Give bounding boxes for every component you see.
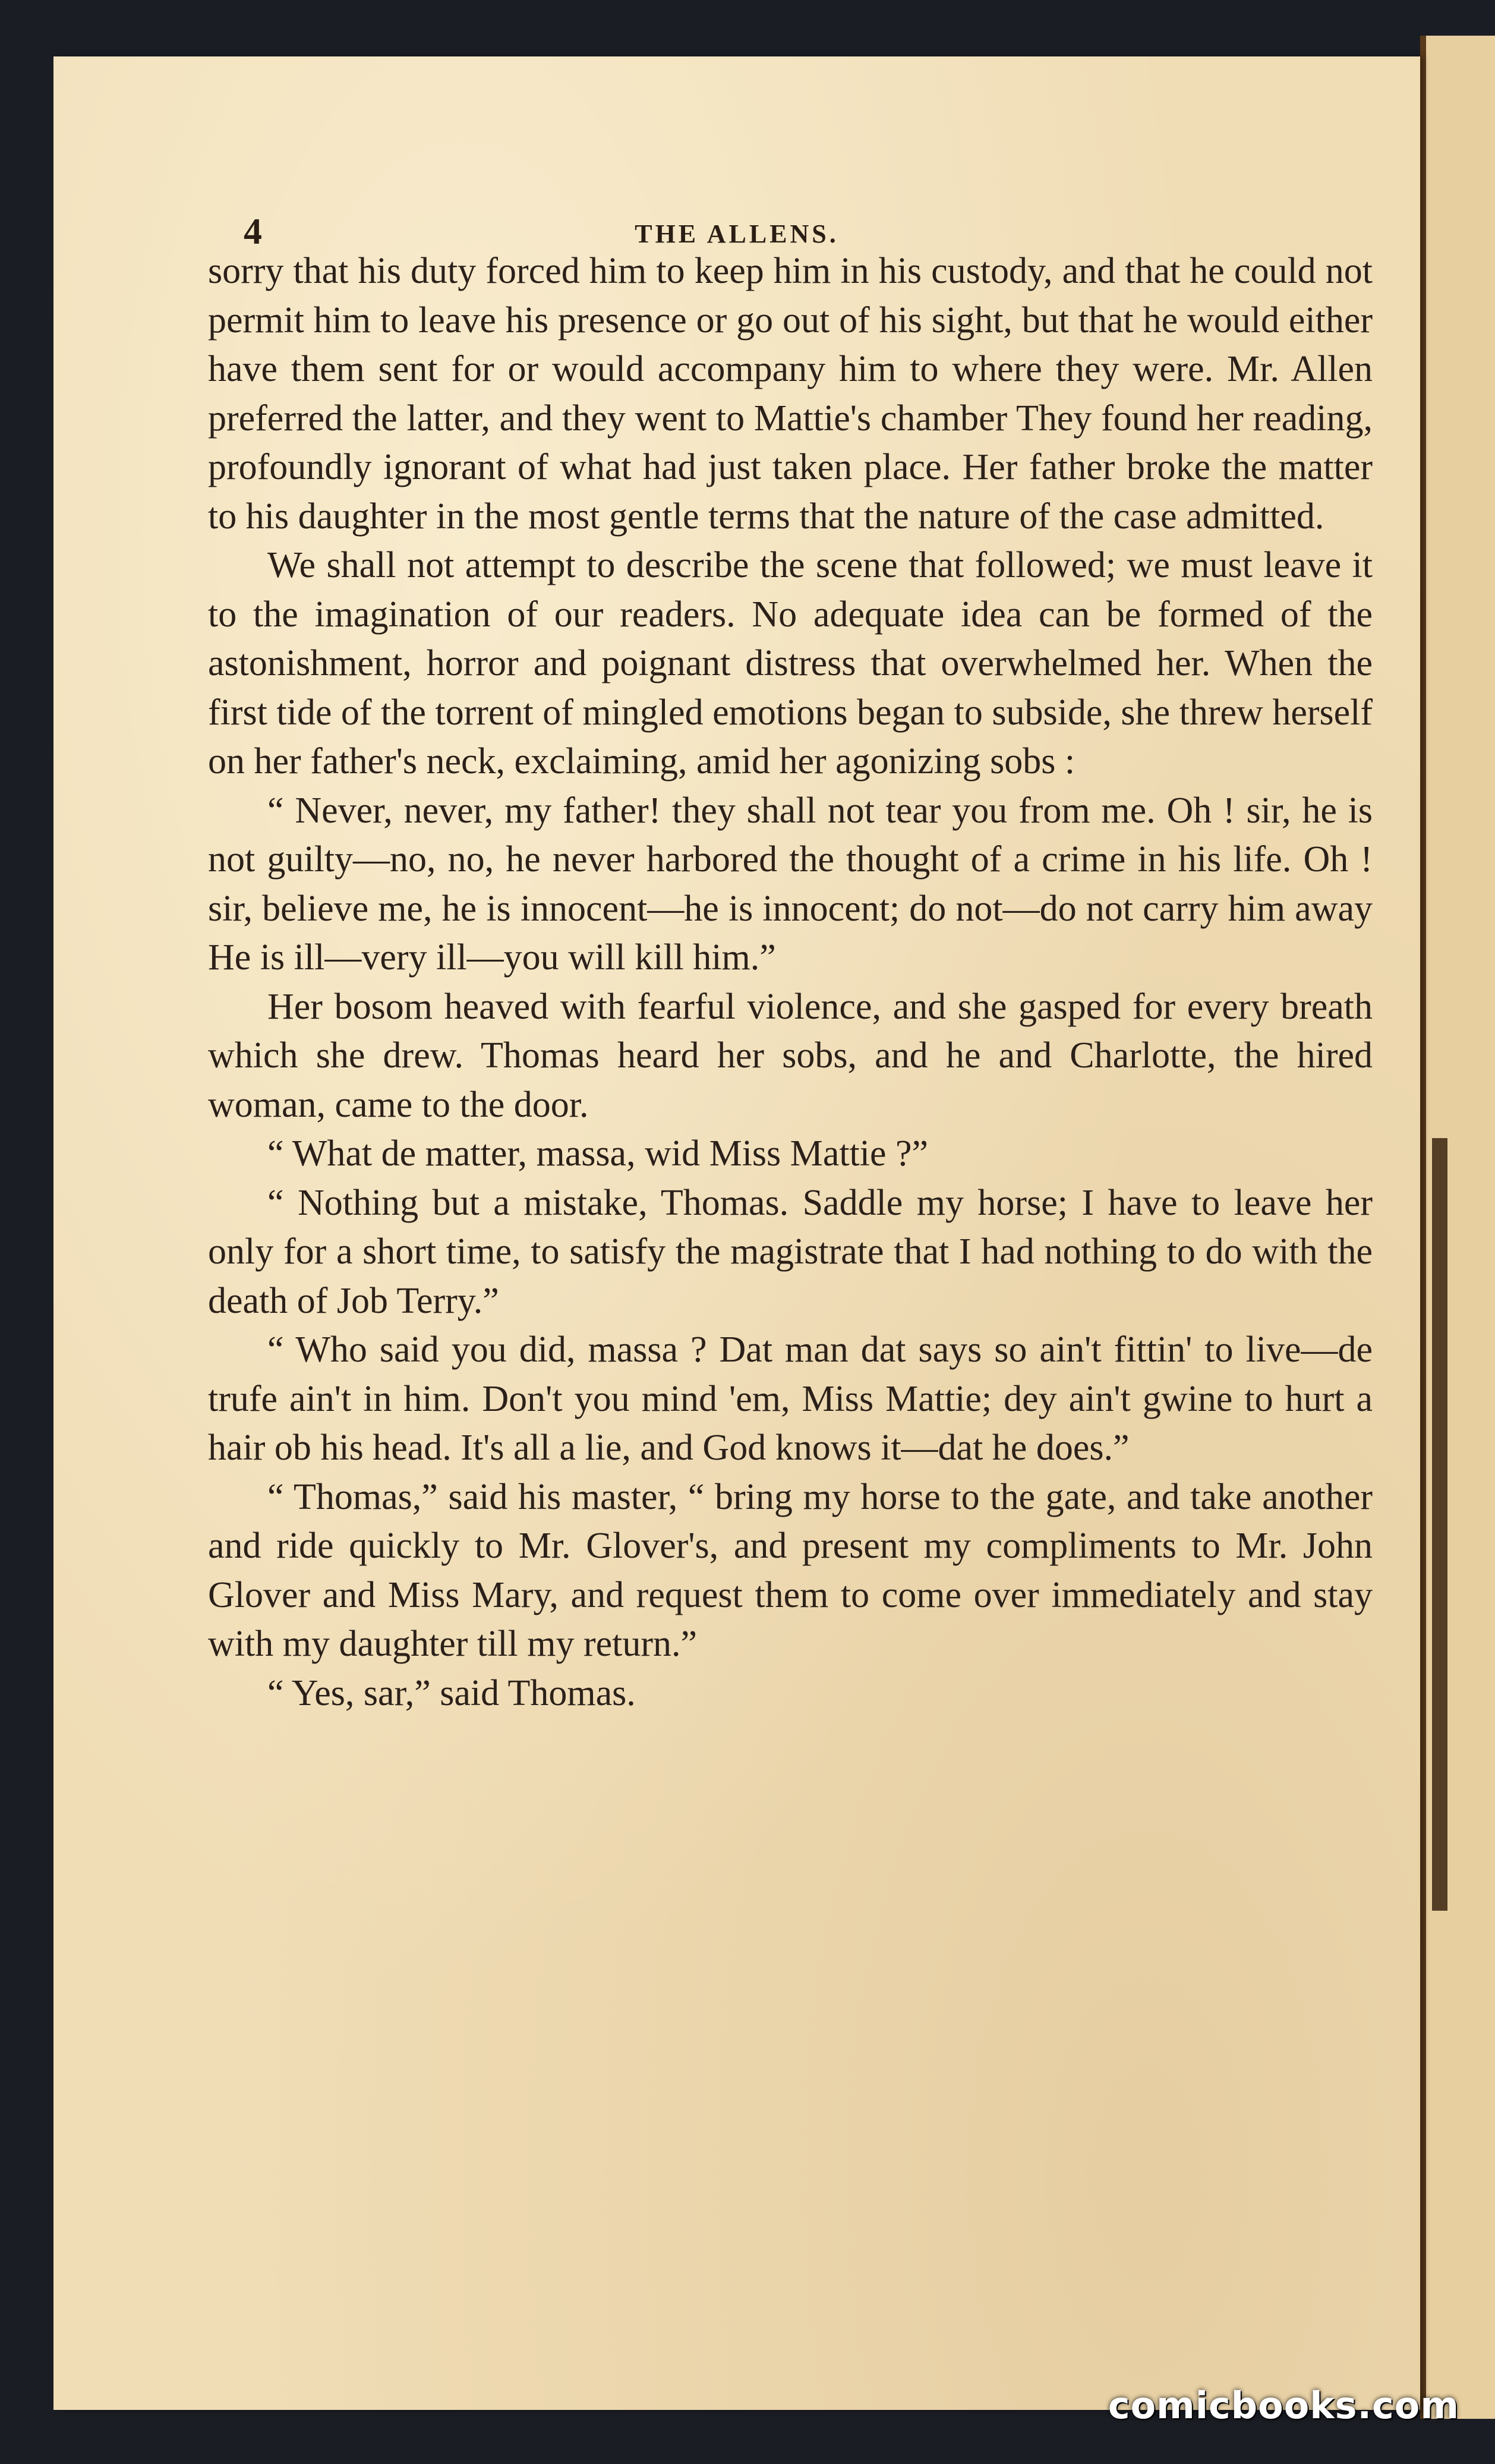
watermark: comicbooks.com	[1108, 2384, 1459, 2427]
paragraph: “ Yes, sar,” said Thomas.	[267, 1672, 636, 1713]
paragraph: “ Thomas,” said his master, “ bring my horse to the gate, and take another and ride quickly to Mr. Glover's, and present my compliments to Mr. John Glover and Miss Mary, and request them to come over immediately and stay with my daughter till my return.”	[208, 1476, 1373, 1664]
facing-page-edge	[1420, 36, 1495, 2419]
paragraph: We shall not attempt to describe the scene that followed; we must leave it to the imagination of our readers. No adequate idea can be formed of the astonishment, horror and poignant distress that overwhelmed her. When the first tide of the torrent of mingled emotions began to subside, she threw herself on her father's neck, exclaiming, amid her agonizing sobs :	[208, 545, 1373, 782]
body-text	[208, 247, 1373, 1718]
paragraph: “ What de matter, massa, wid Miss Mattie ?”	[267, 1133, 929, 1174]
paragraph: “ Nothing but a mistake, Thomas. Saddle my horse; I have to leave her only for a short time, to satisfy the magistrate that I had nothing to do with the death of Job Terry.”	[208, 1182, 1373, 1321]
paragraph: Her bosom heaved with fearful violence, and she gasped for every breath which she drew. Thomas heard her sobs, and he and Charlotte, the hired woman, came to the door.	[208, 986, 1373, 1125]
paragraph: “ Who said you did, massa ? Dat man dat says so ain't fittin' to live—de trufe ain't in him. Don't you mind 'em, Miss Mattie; dey ain't gwine to hurt a hair ob his head. It's all a lie, and God knows it—dat he does.”	[208, 1329, 1373, 1468]
paragraph: “ Never, never, my father! they shall not tear you from me. Oh ! sir, he is not guilty—no, no, he never harbored the thought of a crime in his life. Oh ! sir, believe me, he is innocent—he is innocent; do not—do not carry him away He is ill—very ill—you will kill him.”	[208, 790, 1373, 978]
paragraph: sorry that his duty forced him to keep him in his custody, and that he could not permit him to leave his presence or go out of his sight, but that he would either have them sent for or would accompany him to where they were. Mr. Allen preferred the latter, and they went to Mattie's chamber They found her reading, profoundly ignorant of what had just taken place. Her father broke the matter to his daughter in the most gentle terms that the nature of the case admitted.	[208, 251, 1373, 537]
book-page	[53, 56, 1420, 2410]
running-head	[53, 155, 1420, 252]
page-number: 4	[244, 212, 262, 252]
running-title: THE ALLENS.	[635, 219, 839, 248]
page-crease	[1432, 1138, 1447, 1911]
